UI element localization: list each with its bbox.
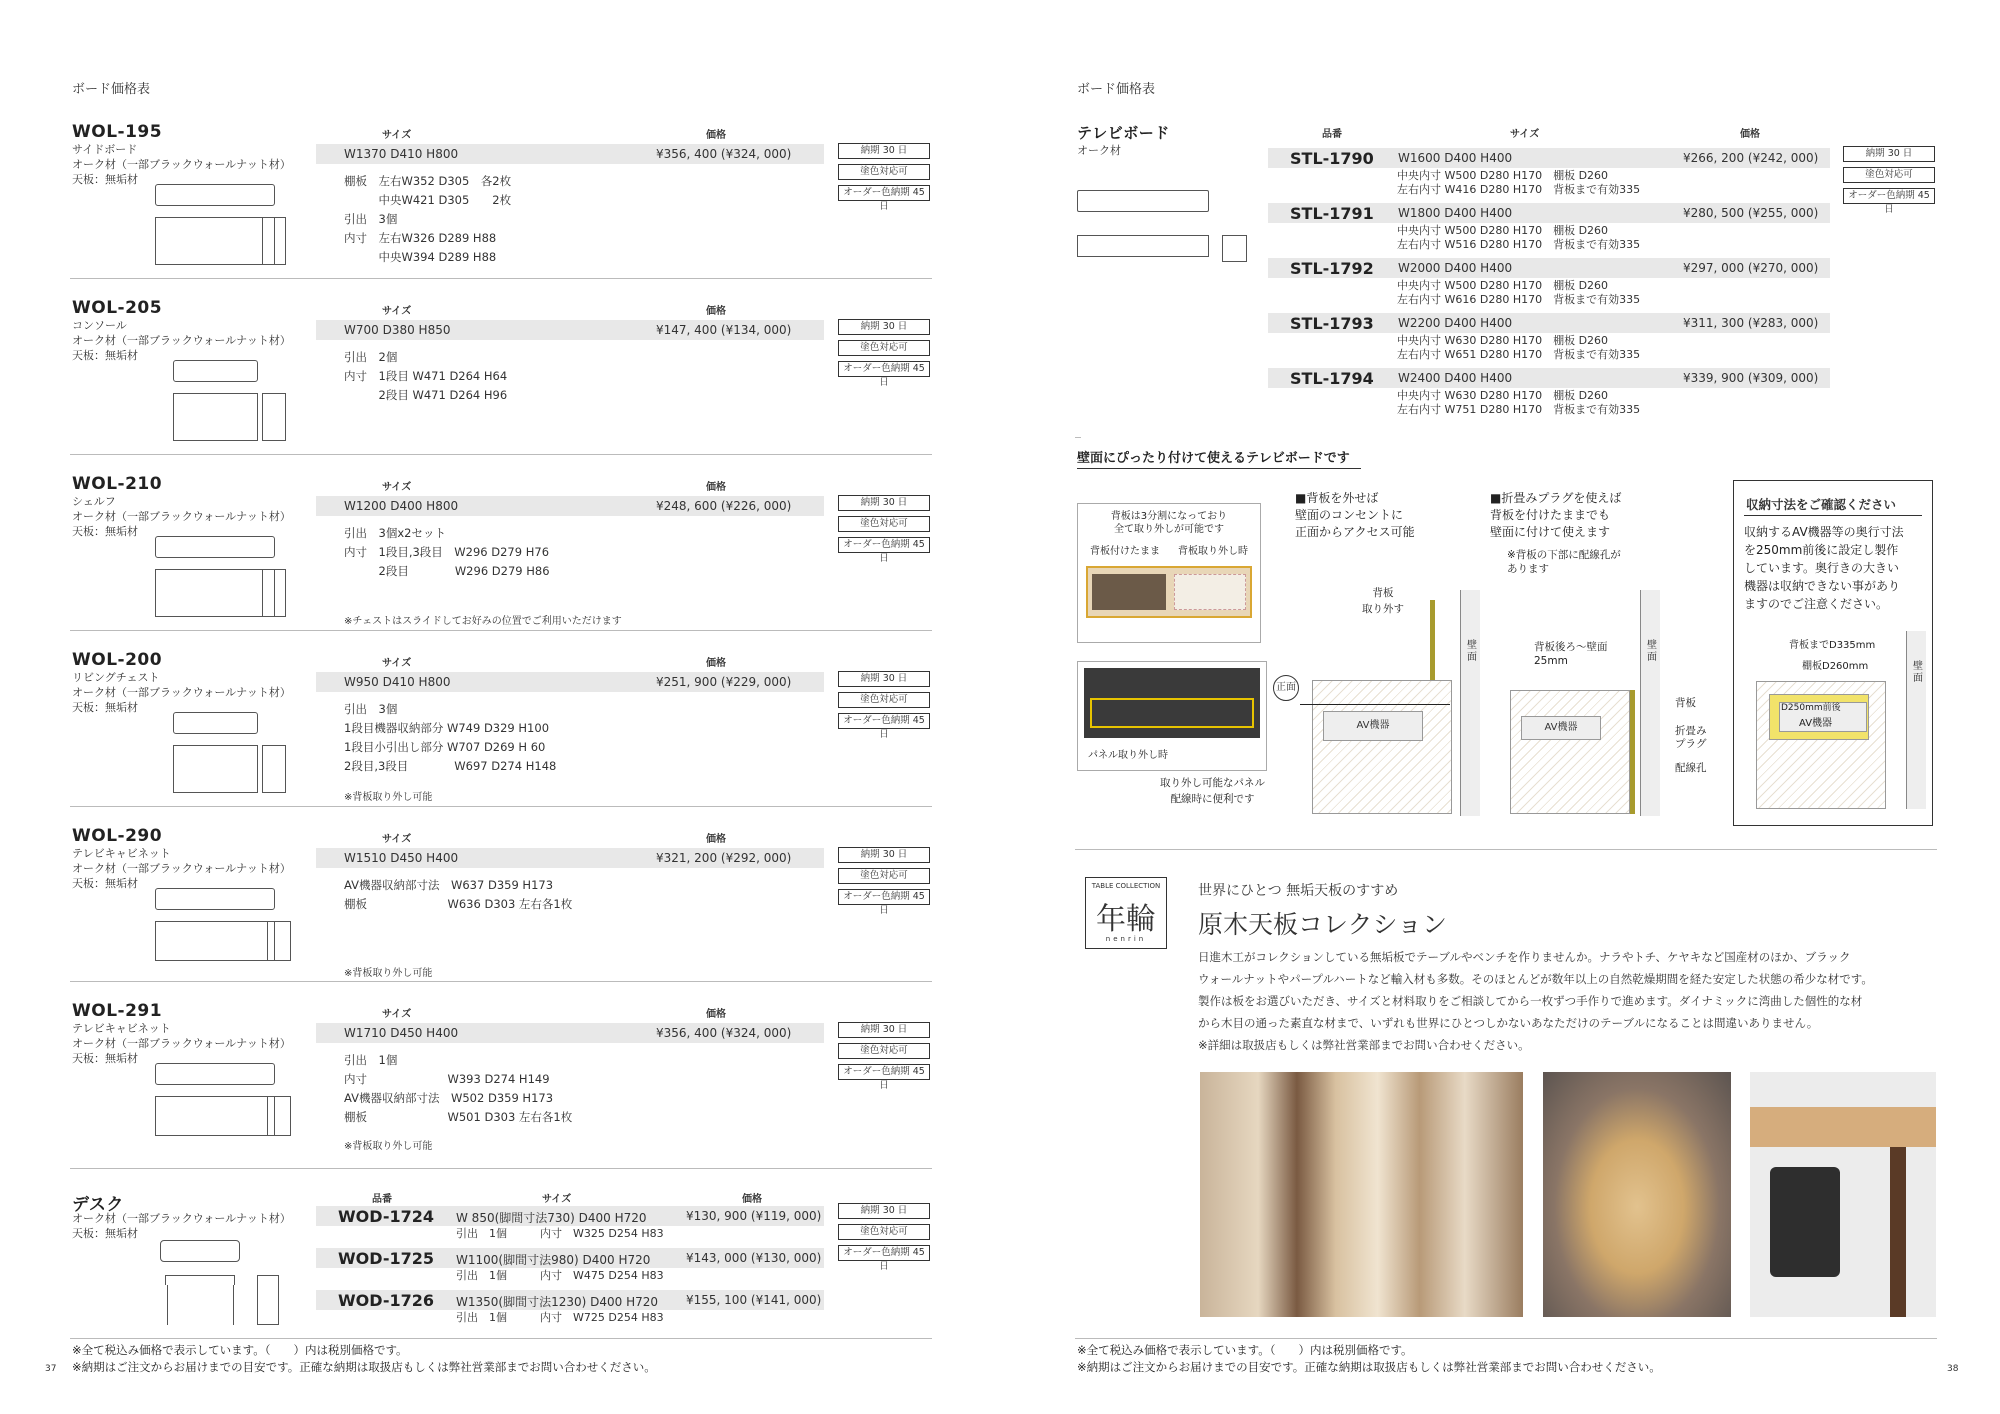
diagram1-backboard — [1430, 600, 1435, 680]
price-header: 価格 — [706, 130, 726, 141]
price-header: 価格 — [706, 834, 726, 845]
product-desc-0: テレビキャビネット — [72, 847, 171, 860]
desk-title: デスク — [72, 1195, 124, 1215]
left-footer-rule — [70, 1338, 932, 1339]
product-separator — [70, 630, 932, 631]
product-separator — [70, 454, 932, 455]
diagram1-av-box: AV機器 — [1323, 711, 1423, 741]
stl-code: STL-1791 — [1290, 204, 1374, 223]
desk-code: WOD-1726 — [338, 1291, 434, 1310]
panel-photo-box — [1077, 661, 1267, 771]
diagram2-cabinet — [1510, 690, 1630, 814]
badge-0: 納期 30 日 — [838, 143, 930, 159]
panel-photo-caption: パネル取り外し時 — [1088, 750, 1168, 761]
product-code: WOL-291 — [72, 1001, 163, 1021]
left-page-number: 37 — [45, 1364, 57, 1374]
product-note: ※背板取り外し可能 — [344, 792, 433, 803]
stl-price-value: ¥311, 300 (¥283, 000) — [1683, 316, 1819, 330]
product-front-drawing — [155, 1096, 275, 1136]
badge-1: 塗色対応可 — [838, 516, 930, 532]
size-price-bar — [316, 496, 824, 516]
backboard-photo-box — [1077, 503, 1261, 643]
badge-0: 納期 30 日 — [838, 495, 930, 511]
dining-table-photo — [1750, 1072, 1936, 1317]
price-header: 価格 — [706, 1009, 726, 1020]
product-desc-0: リビングチェスト — [72, 671, 160, 684]
diagram2-av-box: AV機器 — [1521, 716, 1601, 740]
diagram1-arrow — [1300, 704, 1450, 705]
diagram2-backboard-label: 背板 — [1675, 697, 1696, 709]
size-value: W700 D380 H850 — [344, 323, 451, 337]
badge-0: 納期 30 日 — [838, 847, 930, 863]
desk-profile-drawing — [257, 1275, 279, 1325]
size-header: サイズ — [382, 482, 412, 493]
size-header: サイズ — [382, 1009, 412, 1020]
stl-detail-1: 中央内寸 W500 D280 H170 棚板 D260 — [1397, 279, 1609, 292]
desk-price-header: 価格 — [742, 1194, 762, 1205]
product-side-drawing — [267, 1096, 291, 1136]
size-header: サイズ — [382, 658, 412, 669]
diagram1-backboard-label: 背板 取り外す — [1362, 587, 1404, 615]
badge-2: オーダー色納期 45 日 — [838, 889, 930, 905]
storage-d250-label: D250mm前後 — [1781, 703, 1841, 713]
tvboard-material: オーク材 — [1077, 144, 1121, 157]
storage-info-box — [1733, 480, 1933, 826]
desk-badge-1: 塗色対応可 — [838, 1224, 930, 1240]
product-desc-0: シェルフ — [72, 495, 116, 508]
diagram1-wall — [1460, 590, 1480, 816]
desk-separator — [70, 1168, 932, 1169]
desk-price-value: ¥143, 000 (¥130, 000) — [686, 1251, 822, 1265]
badge-2: オーダー色納期 45 日 — [838, 713, 930, 729]
backboard-photo-caption: 背板は3分割になっており 全て取り外しが可能です — [1110, 511, 1228, 535]
badge-0: 納期 30 日 — [838, 1022, 930, 1038]
badge-1: 塗色対応可 — [838, 692, 930, 708]
product-top-drawing — [155, 888, 275, 910]
desk-badge-2: オーダー色納期 45 日 — [838, 1245, 930, 1261]
product-note: ※チェストはスライドしてお好みの位置でご利用いただけます — [344, 616, 622, 627]
right-badge-0: 納期 30 日 — [1843, 146, 1935, 162]
product-desc-1: オーク材（一部ブラックウォールナット材） — [72, 862, 291, 875]
tvboard-title: テレビボード — [1077, 124, 1170, 142]
diagram2-note: ※背板の下部に配線孔が あります — [1507, 549, 1621, 575]
badge-2: オーダー色納期 45 日 — [838, 537, 930, 553]
product-front-drawing — [155, 569, 275, 617]
size-value: W950 D410 H800 — [344, 675, 451, 689]
tvboard-side-drawing — [1222, 235, 1247, 262]
size-price-bar — [316, 320, 824, 340]
collection-body-line: 製作は板をお選びいただき、サイズと材料取りをご相談してから一枚ずつ手作りで進めます。ダイナミックに湾曲した個性的な材 — [1198, 994, 1863, 1008]
price-value: ¥321, 200 (¥292, 000) — [656, 851, 792, 865]
product-side-drawing — [262, 745, 286, 793]
left-footer-note-2: ※納期はご注文からお届けまでの目安です。正確な納期は取扱店もしくは弊社営業部までお問い合わせください。 — [72, 1360, 656, 1374]
tvboard-top-drawing — [1077, 190, 1209, 212]
product-desc-2: 天板：無垢材 — [72, 349, 138, 362]
collection-body-line: から木目の通った素直な材まで、いずれも世界にひとつしかないあなただけのテーブルになることは間違いありません。 — [1198, 1016, 1819, 1030]
product-details: 引出 3個x2セット 内寸 1段目,3段目 W296 D279 H76 2段目 W296 D279 H86 — [344, 526, 550, 578]
collection-body — [1198, 946, 1938, 1056]
size-price-bar — [316, 144, 824, 164]
stl-detail-2: 左右内寸 W651 D280 H170 背板まで有効335 — [1397, 348, 1641, 361]
tvboard-price-header: 価格 — [1740, 129, 1760, 140]
stl-price-value: ¥280, 500 (¥255, 000) — [1683, 206, 1819, 220]
badge-1: 塗色対応可 — [838, 164, 930, 180]
right-footer-note-2: ※納期はご注文からお届けまでの目安です。正確な納期は取扱店もしくは弊社営業部までお問い合わせください。 — [1077, 1360, 1661, 1374]
wall-section-title: 壁面にぴったり付けて使えるテレビボードです — [1077, 451, 1350, 466]
diagram1-wall-label: 壁面 — [1467, 640, 1477, 663]
storage-info-text: 収納するAV機器等の奥行寸法 を250mm前後に設定し製作 しています。奥行きの大きい 機器は収納できない事があり ますのでご注意ください。 — [1744, 525, 1904, 611]
stl-code: STL-1792 — [1290, 259, 1374, 278]
product-details: 引出 3個 1段目機器収納部分 W749 D329 H100 1段目小引出し部分 W707 D269 H 60 2段目,3段目 W697 D274 H148 — [344, 702, 557, 773]
storage-av-label: AV機器 — [1799, 718, 1833, 729]
size-value: W1710 D450 H400 — [344, 1026, 459, 1040]
diagram2-hole-label: 配線孔 — [1675, 762, 1707, 774]
product-top-drawing — [155, 184, 275, 206]
badge-1: 塗色対応可 — [838, 868, 930, 884]
nenrin-logo-main: 年輪 — [1096, 902, 1156, 937]
storage-depth-label: 背板までD335mm — [1789, 640, 1876, 651]
badge-2: オーダー色納期 45 日 — [838, 1064, 930, 1080]
tvboard-code-header: 品番 — [1322, 129, 1342, 140]
desk-top: 天板：無垢材 — [72, 1227, 138, 1240]
product-separator — [70, 278, 932, 279]
badge-1: 塗色対応可 — [838, 340, 930, 356]
product-desc-0: サイドボード — [72, 143, 138, 156]
desk-size-value: W 850(脚間寸法730) D400 H720 — [456, 1211, 647, 1225]
desk-code: WOD-1724 — [338, 1207, 434, 1226]
product-front-drawing — [173, 745, 258, 793]
tvboard-photo-1 — [1086, 566, 1252, 618]
desk-detail: 引出 1個 内寸 W475 D254 H83 — [456, 1269, 664, 1282]
product-note: ※背板取り外し可能 — [344, 1141, 433, 1152]
stl-price-value: ¥297, 000 (¥270, 000) — [1683, 261, 1819, 275]
product-top-drawing — [155, 536, 275, 558]
product-front-drawing — [155, 921, 275, 961]
desk-badge-0: 納期 30 日 — [838, 1203, 930, 1219]
size-value: W1370 D410 H800 — [344, 147, 459, 161]
product-details: 棚板 左右W352 D305 各2枚 中央W421 D305 2枚 引出 3個 内寸 左右W326 D289 H88 中央W394 D289 H88 — [344, 174, 512, 264]
desk-size-value: W1100(脚間寸法980) D400 H720 — [456, 1253, 651, 1267]
tvboard-size-header: サイズ — [1510, 129, 1540, 140]
right-footer-note-1: ※全て税込み価格で表示しています。（ ）内は税別価格です。 — [1077, 1343, 1413, 1357]
panel-note: 取り外し可能なパネル 配線時に便利です — [1160, 777, 1265, 805]
price-value: ¥251, 900 (¥229, 000) — [656, 675, 792, 689]
size-value: W1510 D450 H400 — [344, 851, 459, 865]
backboard-off-label: 背板取り外し時 — [1178, 546, 1248, 557]
nenrin-logo-top: TABLE COLLECTION — [1091, 882, 1161, 890]
stl-size-value: W2200 D400 H400 — [1398, 316, 1513, 330]
diagram2-wall-label: 壁面 — [1647, 640, 1657, 663]
price-value: ¥356, 400 (¥324, 000) — [656, 147, 792, 161]
collection-body-line: 日進木工がコレクションしている無垢板でテーブルやベンチを作りませんか。ナラやトチ、ケヤキなど国産材のほか、ブラック — [1198, 950, 1851, 964]
curved-table-photo — [1543, 1072, 1731, 1317]
nenrin-logo-sub: nenrin — [1105, 935, 1147, 943]
product-front-drawing — [155, 217, 275, 265]
product-separator — [70, 981, 932, 982]
product-note: ※背板取り外し可能 — [344, 968, 433, 979]
product-desc-1: オーク材（一部ブラックウォールナット材） — [72, 686, 291, 699]
collection-body-line: ※詳細は取扱店もしくは弊社営業部までお問い合わせください。 — [1198, 1038, 1530, 1052]
tvboard-front-drawing — [1077, 235, 1209, 257]
product-side-drawing — [262, 393, 286, 441]
desk-material: オーク材（一部ブラックウォールナット材） — [72, 1212, 291, 1225]
stl-detail-2: 左右内寸 W416 D280 H170 背板まで有効335 — [1397, 183, 1641, 196]
size-header: サイズ — [382, 130, 412, 141]
storage-shelf-label: 棚板D260mm — [1802, 661, 1869, 672]
stl-code: STL-1793 — [1290, 314, 1374, 333]
desk-code-header: 品番 — [372, 1194, 392, 1205]
stl-detail-2: 左右内寸 W616 D280 H170 背板まで有効335 — [1397, 293, 1641, 306]
product-side-drawing — [262, 217, 286, 265]
product-code: WOL-195 — [72, 122, 163, 142]
stl-size-value: W1600 D400 H400 — [1398, 151, 1513, 165]
product-details: 引出 1個 内寸 W393 D274 H149 AV機器収納部寸法 W502 D359 H173 棚板 W501 D303 左右各1枚 — [344, 1053, 573, 1124]
product-code: WOL-200 — [72, 650, 163, 670]
price-header: 価格 — [706, 658, 726, 669]
stl-detail-1: 中央内寸 W500 D280 H170 棚板 D260 — [1397, 169, 1609, 182]
price-value: ¥356, 400 (¥324, 000) — [656, 1026, 792, 1040]
badge-0: 納期 30 日 — [838, 671, 930, 687]
desk-code: WOD-1725 — [338, 1249, 434, 1268]
product-desc-1: オーク材（一部ブラックウォールナット材） — [72, 158, 291, 171]
product-separator — [70, 806, 932, 807]
product-details: AV機器収納部寸法 W637 D359 H173 棚板 W636 D303 左右各1枚 — [344, 878, 573, 911]
stl-detail-2: 左右内寸 W751 D280 H170 背板まで有効335 — [1397, 403, 1641, 416]
badge-2: オーダー色納期 45 日 — [838, 361, 930, 377]
collection-subtitle: 世界にひとつ 無垢天板のすすめ — [1198, 883, 1399, 899]
storage-wall — [1906, 631, 1926, 809]
badge-2: オーダー色納期 45 日 — [838, 185, 930, 201]
stl-price-value: ¥339, 900 (¥309, 000) — [1683, 371, 1819, 385]
nenrin-logo — [1085, 877, 1167, 949]
product-desc-2: 天板：無垢材 — [72, 1052, 138, 1065]
diagram1-cabinet — [1312, 680, 1452, 814]
product-desc-1: オーク材（一部ブラックウォールナット材） — [72, 1037, 291, 1050]
product-details: 引出 2個 内寸 1段目 W471 D264 H64 2段目 W471 D264 H96 — [344, 350, 508, 402]
product-desc-0: コンソール — [72, 319, 127, 332]
desk-side-drawing — [165, 1275, 235, 1285]
diagram2-title: ■折畳みプラグを使えば 背板を付けたままでも 壁面に付けて使えます — [1490, 491, 1622, 539]
product-desc-2: 天板：無垢材 — [72, 525, 138, 538]
right-page-header: ボード価格表 — [1077, 82, 1156, 97]
product-side-drawing — [262, 569, 286, 617]
product-top-drawing — [155, 1063, 275, 1085]
diagram2-plug-label: 折畳み プラグ — [1675, 725, 1707, 750]
storage-info-title: 収納寸法をご確認ください — [1746, 497, 1897, 512]
lumber-storage-photo — [1200, 1072, 1523, 1317]
product-desc-2: 天板：無垢材 — [72, 877, 138, 890]
stl-size-value: W2000 D400 H400 — [1398, 261, 1513, 275]
stl-code: STL-1794 — [1290, 369, 1374, 388]
diagram2-wall — [1640, 590, 1660, 816]
price-value: ¥147, 400 (¥134, 000) — [656, 323, 792, 337]
storage-diagram-cabinet — [1756, 681, 1886, 809]
product-desc-1: オーク材（一部ブラックウォールナット材） — [72, 334, 291, 347]
size-price-bar — [316, 672, 824, 692]
diagram2-backboard — [1630, 690, 1635, 814]
badge-1: 塗色対応可 — [838, 1043, 930, 1059]
stl-detail-2: 左右内寸 W516 D280 H170 背板まで有効335 — [1397, 238, 1641, 251]
left-footer-note-1: ※全て税込み価格で表示しています。（ ）内は税別価格です。 — [72, 1343, 408, 1357]
desk-detail: 引出 1個 内寸 W725 D254 H83 — [456, 1311, 664, 1324]
right-badge-1: 塗色対応可 — [1843, 167, 1935, 183]
stl-detail-1: 中央内寸 W500 D280 H170 棚板 D260 — [1397, 224, 1609, 237]
product-code: WOL-210 — [72, 474, 163, 494]
product-top-drawing — [173, 712, 258, 734]
stl-detail-1: 中央内寸 W630 D280 H170 棚板 D260 — [1397, 334, 1609, 347]
right-footer-rule — [1075, 1338, 1937, 1339]
price-header: 価格 — [706, 482, 726, 493]
size-value: W1200 D400 H800 — [344, 499, 459, 513]
desk-front-drawing — [160, 1240, 240, 1262]
right-badge-2: オーダー色納期 45 日 — [1843, 188, 1935, 204]
size-header: サイズ — [382, 834, 412, 845]
desk-size-header: サイズ — [542, 1194, 572, 1205]
desk-size-value: W1350(脚間寸法1230) D400 H720 — [456, 1295, 659, 1309]
size-header: サイズ — [382, 306, 412, 317]
size-price-bar — [316, 848, 824, 868]
product-code: WOL-205 — [72, 298, 163, 318]
stl-price-value: ¥266, 200 (¥242, 000) — [1683, 151, 1819, 165]
collection-rule — [1075, 849, 1937, 850]
collection-body-line: ウォールナットやパープルハートなど輸入材も多数。そのほとんどが数年以上の自然乾燥期間を経た安定した状態の希少な材です。 — [1198, 972, 1873, 986]
stl-size-value: W2400 D400 H400 — [1398, 371, 1513, 385]
price-value: ¥248, 600 (¥226, 000) — [656, 499, 792, 513]
product-top-drawing — [173, 360, 258, 382]
stl-size-value: W1800 D400 H400 — [1398, 206, 1513, 220]
diagram2-gap-label: 背板後ろ～壁面 25mm — [1534, 641, 1608, 667]
collection-title: 原木天板コレクション — [1198, 910, 1448, 939]
backboard-on-label: 背板付けたまま — [1090, 546, 1160, 557]
product-code: WOL-290 — [72, 826, 163, 846]
storage-wall-label: 壁面 — [1913, 661, 1923, 684]
left-page-header: ボード価格表 — [72, 82, 151, 97]
stl-detail-1: 中央内寸 W630 D280 H170 棚板 D260 — [1397, 389, 1609, 402]
desk-price-value: ¥130, 900 (¥119, 000) — [686, 1209, 822, 1223]
badge-0: 納期 30 日 — [838, 319, 930, 335]
stl-code: STL-1790 — [1290, 149, 1374, 168]
product-desc-1: オーク材（一部ブラックウォールナット材） — [72, 510, 291, 523]
right-page-number: 38 — [1947, 1364, 1959, 1374]
wall-section-underline — [1077, 468, 1361, 469]
price-header: 価格 — [706, 306, 726, 317]
desk-detail: 引出 1個 内寸 W325 D254 H83 — [456, 1227, 664, 1240]
product-desc-0: テレビキャビネット — [72, 1022, 171, 1035]
product-front-drawing — [173, 393, 258, 441]
front-circle-label: 正面 — [1273, 675, 1299, 701]
diagram1-title: ■背板を外せば 壁面のコンセントに 正面からアクセス可能 — [1295, 491, 1415, 539]
tvboard-photo-2 — [1084, 668, 1260, 738]
product-side-drawing — [267, 921, 291, 961]
product-desc-2: 天板：無垢材 — [72, 173, 138, 186]
size-price-bar — [316, 1023, 824, 1043]
desk-price-value: ¥155, 100 (¥141, 000) — [686, 1293, 822, 1307]
product-desc-2: 天板：無垢材 — [72, 701, 138, 714]
